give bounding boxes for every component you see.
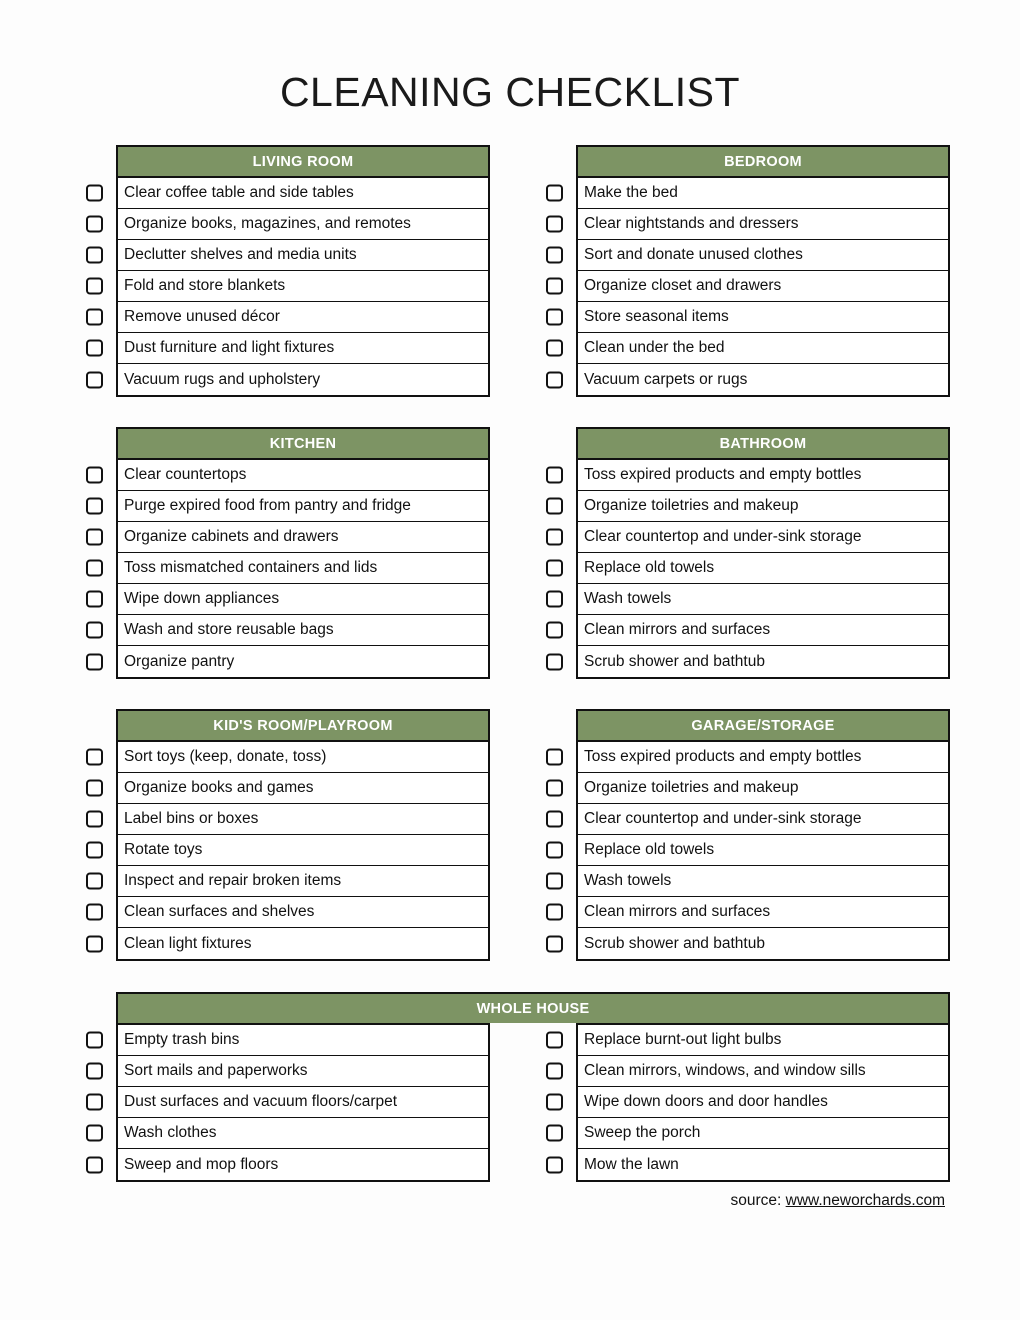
section-header-whole-house: WHOLE HOUSE xyxy=(116,992,950,1023)
checklist-row[interactable] xyxy=(118,333,488,364)
checkbox-icon[interactable] xyxy=(546,1125,563,1142)
checkbox-icon[interactable] xyxy=(546,467,563,484)
checkbox-icon[interactable] xyxy=(546,622,563,639)
checkbox-icon[interactable] xyxy=(86,216,103,233)
source-line xyxy=(731,1192,946,1210)
checklist-row-label: Sort and donate unused clothes xyxy=(584,246,803,264)
checkbox-icon[interactable] xyxy=(86,560,103,577)
checklist-row[interactable] xyxy=(118,1087,488,1118)
checklist-row[interactable] xyxy=(118,364,488,395)
checkbox-icon[interactable] xyxy=(546,185,563,202)
checklist-row-label: Organize closet and drawers xyxy=(584,277,782,295)
checklist-row[interactable] xyxy=(118,1149,488,1180)
checklist-row[interactable] xyxy=(118,240,488,271)
checklist-row-label: Fold and store blankets xyxy=(124,277,286,295)
sections-grid xyxy=(75,145,950,961)
section-header-bedroom: BEDROOM xyxy=(576,145,950,176)
checklist-section xyxy=(535,427,950,679)
checklist-row-label: Sweep the porch xyxy=(584,1124,701,1142)
checklist-row[interactable] xyxy=(578,460,948,491)
checkbox-icon[interactable] xyxy=(86,811,103,828)
checklist-row[interactable] xyxy=(578,178,948,209)
checkbox-icon[interactable] xyxy=(546,904,563,921)
checklist-row[interactable] xyxy=(118,491,488,522)
checklist-row-label: Clean mirrors, windows, and window sills xyxy=(584,1062,866,1080)
checkbox-icon[interactable] xyxy=(546,498,563,515)
whole-house-right-column xyxy=(535,1023,950,1182)
checklist-section xyxy=(75,709,490,961)
section-header-living-room: LIVING ROOM xyxy=(116,145,490,176)
checklist-row-label: Scrub shower and bathtub xyxy=(584,652,765,670)
checklist-row-label: Clean surfaces and shelves xyxy=(124,903,315,921)
checklist-row-label: Sort mails and paperworks xyxy=(124,1062,308,1080)
checkbox-icon[interactable] xyxy=(86,904,103,921)
whole-house-right-list xyxy=(576,1023,950,1182)
checklist-row[interactable] xyxy=(578,1056,948,1087)
checklist-list xyxy=(576,176,950,397)
checklist-row-label: Replace old towels xyxy=(584,559,715,577)
checklist-section xyxy=(75,427,490,679)
checklist-row[interactable] xyxy=(578,742,948,773)
checklist-row[interactable] xyxy=(118,553,488,584)
checklist-row-label: Organize books, magazines, and remotes xyxy=(124,215,411,233)
whole-house-left-list xyxy=(116,1023,490,1182)
checkbox-icon[interactable] xyxy=(86,591,103,608)
checklist-row-label: Clear countertop and under-sink storage xyxy=(584,810,862,828)
checkbox-icon[interactable] xyxy=(546,811,563,828)
checklist-row[interactable] xyxy=(118,1118,488,1149)
checklist-row-label: Inspect and repair broken items xyxy=(124,872,342,890)
checklist-row-label: Mow the lawn xyxy=(584,1155,679,1173)
checklist-row[interactable] xyxy=(118,209,488,240)
checklist-row[interactable] xyxy=(118,584,488,615)
checklist-row[interactable] xyxy=(578,209,948,240)
checkbox-icon[interactable] xyxy=(86,340,103,357)
checklist-row-label: Wash and store reusable bags xyxy=(124,621,334,639)
checkbox-icon[interactable] xyxy=(546,371,563,388)
checkbox-icon[interactable] xyxy=(86,842,103,859)
checklist-row[interactable] xyxy=(578,553,948,584)
checklist-list xyxy=(116,458,490,679)
checkbox-icon[interactable] xyxy=(86,749,103,766)
section-header-kid-s-room-playroom: KID'S ROOM/PLAYROOM xyxy=(116,709,490,740)
checkbox-icon[interactable] xyxy=(546,216,563,233)
checklist-row-label: Organize cabinets and drawers xyxy=(124,528,339,546)
checklist-row-label: Wipe down appliances xyxy=(124,590,280,608)
checkbox-icon[interactable] xyxy=(546,1156,563,1173)
checklist-row-label: Clear countertops xyxy=(124,466,247,484)
checklist-row-label: Dust furniture and light fixtures xyxy=(124,339,335,357)
checklist-row[interactable] xyxy=(118,1056,488,1087)
checklist-list xyxy=(116,176,490,397)
checklist-row-label: Wipe down doors and door handles xyxy=(584,1093,828,1111)
checkbox-icon[interactable] xyxy=(86,529,103,546)
checklist-row[interactable] xyxy=(578,302,948,333)
checklist-row[interactable] xyxy=(578,584,948,615)
checklist-row[interactable] xyxy=(578,491,948,522)
checklist-row[interactable] xyxy=(118,271,488,302)
checklist-row-label: Remove unused décor xyxy=(124,308,280,326)
checklist-row[interactable] xyxy=(118,1025,488,1056)
checklist-row[interactable] xyxy=(118,773,488,804)
checkbox-icon[interactable] xyxy=(86,873,103,890)
section-header-bathroom: BATHROOM xyxy=(576,427,950,458)
checklist-row[interactable] xyxy=(578,1087,948,1118)
checklist-row-label: Clear countertop and under-sink storage xyxy=(584,528,862,546)
checkbox-icon[interactable] xyxy=(86,780,103,797)
checkbox-icon[interactable] xyxy=(86,278,103,295)
checklist-section xyxy=(535,145,950,397)
checkbox-icon[interactable] xyxy=(546,842,563,859)
checkbox-icon[interactable] xyxy=(546,780,563,797)
checklist-row[interactable] xyxy=(578,1025,948,1056)
checklist-row[interactable] xyxy=(118,742,488,773)
checkbox-icon[interactable] xyxy=(86,498,103,515)
checklist-row-label: Wash towels xyxy=(584,590,672,608)
checklist-section xyxy=(535,709,950,961)
checklist-row[interactable] xyxy=(578,646,948,677)
checkbox-icon[interactable] xyxy=(86,653,103,670)
checkbox-icon[interactable] xyxy=(546,749,563,766)
checkbox-icon[interactable] xyxy=(546,1094,563,1111)
checklist-row-label: Vacuum rugs and upholstery xyxy=(124,370,321,388)
checkbox-icon[interactable] xyxy=(86,1125,103,1142)
checkbox-icon[interactable] xyxy=(86,1094,103,1111)
checklist-row-label: Organize toiletries and makeup xyxy=(584,779,799,797)
checklist-row-label: Purge expired food from pantry and fridge xyxy=(124,497,411,515)
checkbox-icon[interactable] xyxy=(86,247,103,264)
checklist-row[interactable] xyxy=(118,804,488,835)
checkbox-icon[interactable] xyxy=(86,467,103,484)
checklist-row[interactable] xyxy=(578,1118,948,1149)
checklist-row-label: Replace burnt-out light bulbs xyxy=(584,1031,782,1049)
checklist-row-label: Clean light fixtures xyxy=(124,934,252,952)
checklist-row[interactable] xyxy=(118,928,488,959)
checklist-list xyxy=(576,740,950,961)
checkbox-icon[interactable] xyxy=(546,1032,563,1049)
page-title: CLEANING CHECKLIST xyxy=(279,69,741,115)
checklist-row-label: Sweep and mop floors xyxy=(124,1155,279,1173)
checklist-row-label: Wash towels xyxy=(584,872,672,890)
checklist-row-label: Make the bed xyxy=(584,184,678,202)
checklist-row-label: Toss mismatched containers and lids xyxy=(124,559,378,577)
checklist-row[interactable] xyxy=(578,866,948,897)
section-header-kitchen: KITCHEN xyxy=(116,427,490,458)
checklist-row[interactable] xyxy=(578,773,948,804)
checkbox-icon[interactable] xyxy=(546,529,563,546)
checklist-row[interactable] xyxy=(118,866,488,897)
checklist-row-label: Declutter shelves and media units xyxy=(124,246,357,264)
checkbox-icon[interactable] xyxy=(546,340,563,357)
checkbox-icon[interactable] xyxy=(546,935,563,952)
checklist-row-label: Clear coffee table and side tables xyxy=(124,184,354,202)
checkbox-icon[interactable] xyxy=(546,309,563,326)
whole-house-left-column xyxy=(75,1023,490,1182)
checkbox-icon[interactable] xyxy=(86,185,103,202)
checklist-row[interactable] xyxy=(578,1149,948,1180)
checklist-list xyxy=(116,740,490,961)
checklist-row[interactable] xyxy=(118,646,488,677)
whole-house-columns xyxy=(75,1023,950,1182)
checkbox-icon[interactable] xyxy=(86,935,103,952)
whole-house-section xyxy=(75,992,950,1182)
checklist-row[interactable] xyxy=(118,522,488,553)
checklist-row[interactable] xyxy=(578,522,948,553)
checklist-row-label: Organize books and games xyxy=(124,779,314,797)
checklist-row-label: Rotate toys xyxy=(124,841,203,859)
checkbox-icon[interactable] xyxy=(86,1032,103,1049)
checklist-row-label: Empty trash bins xyxy=(124,1031,240,1049)
checklist-row-label: Toss expired products and empty bottles xyxy=(584,466,862,484)
checklist-row-label: Vacuum carpets or rugs xyxy=(584,370,748,388)
checklist-row[interactable] xyxy=(578,364,948,395)
checklist-row[interactable] xyxy=(578,271,948,302)
checklist-row[interactable] xyxy=(578,928,948,959)
checkbox-icon[interactable] xyxy=(546,873,563,890)
checkbox-icon[interactable] xyxy=(546,278,563,295)
checkbox-icon[interactable] xyxy=(86,309,103,326)
checklist-row[interactable] xyxy=(578,835,948,866)
checklist-row[interactable] xyxy=(118,302,488,333)
checklist-row-label: Organize toiletries and makeup xyxy=(584,497,799,515)
checkbox-icon[interactable] xyxy=(546,560,563,577)
checklist-row-label: Scrub shower and bathtub xyxy=(584,934,765,952)
checklist-row[interactable] xyxy=(118,178,488,209)
checkbox-icon[interactable] xyxy=(546,247,563,264)
checklist-row-label: Clean under the bed xyxy=(584,339,725,357)
checklist-row-label: Sort toys (keep, donate, toss) xyxy=(124,748,327,766)
checklist-row[interactable] xyxy=(118,615,488,646)
checklist-section xyxy=(75,145,490,397)
checkbox-icon[interactable] xyxy=(86,622,103,639)
checkbox-icon[interactable] xyxy=(546,653,563,670)
checklist-row-label: Store seasonal items xyxy=(584,308,729,326)
checkbox-icon[interactable] xyxy=(546,1063,563,1080)
checklist-row[interactable] xyxy=(118,460,488,491)
checkbox-icon[interactable] xyxy=(546,591,563,608)
checklist-row-label: Wash clothes xyxy=(124,1124,217,1142)
checklist-row[interactable] xyxy=(578,804,948,835)
checkbox-icon[interactable] xyxy=(86,371,103,388)
checklist-row[interactable] xyxy=(578,615,948,646)
checklist-row-label: Clear nightstands and dressers xyxy=(584,215,799,233)
checkbox-icon[interactable] xyxy=(86,1156,103,1173)
checklist-row-label: Replace old towels xyxy=(584,841,715,859)
source-url-link[interactable]: www.neworchards.com xyxy=(785,1192,945,1209)
section-header-garage-storage: GARAGE/STORAGE xyxy=(576,709,950,740)
source-label: source: xyxy=(730,1192,786,1209)
checklist-row[interactable] xyxy=(118,897,488,928)
checklist-row[interactable] xyxy=(578,240,948,271)
checklist-row-label: Clean mirrors and surfaces xyxy=(584,903,771,921)
checklist-row-label: Organize pantry xyxy=(124,652,235,670)
checklist-list xyxy=(576,458,950,679)
checklist-row-label: Label bins or boxes xyxy=(124,810,259,828)
checklist-row[interactable] xyxy=(578,333,948,364)
checklist-row[interactable] xyxy=(118,835,488,866)
checklist-row[interactable] xyxy=(578,897,948,928)
checkbox-icon[interactable] xyxy=(86,1063,103,1080)
checklist-row-label: Clean mirrors and surfaces xyxy=(584,621,771,639)
checklist-row-label: Toss expired products and empty bottles xyxy=(584,748,862,766)
checklist-row-label: Dust surfaces and vacuum floors/carpet xyxy=(124,1093,398,1111)
